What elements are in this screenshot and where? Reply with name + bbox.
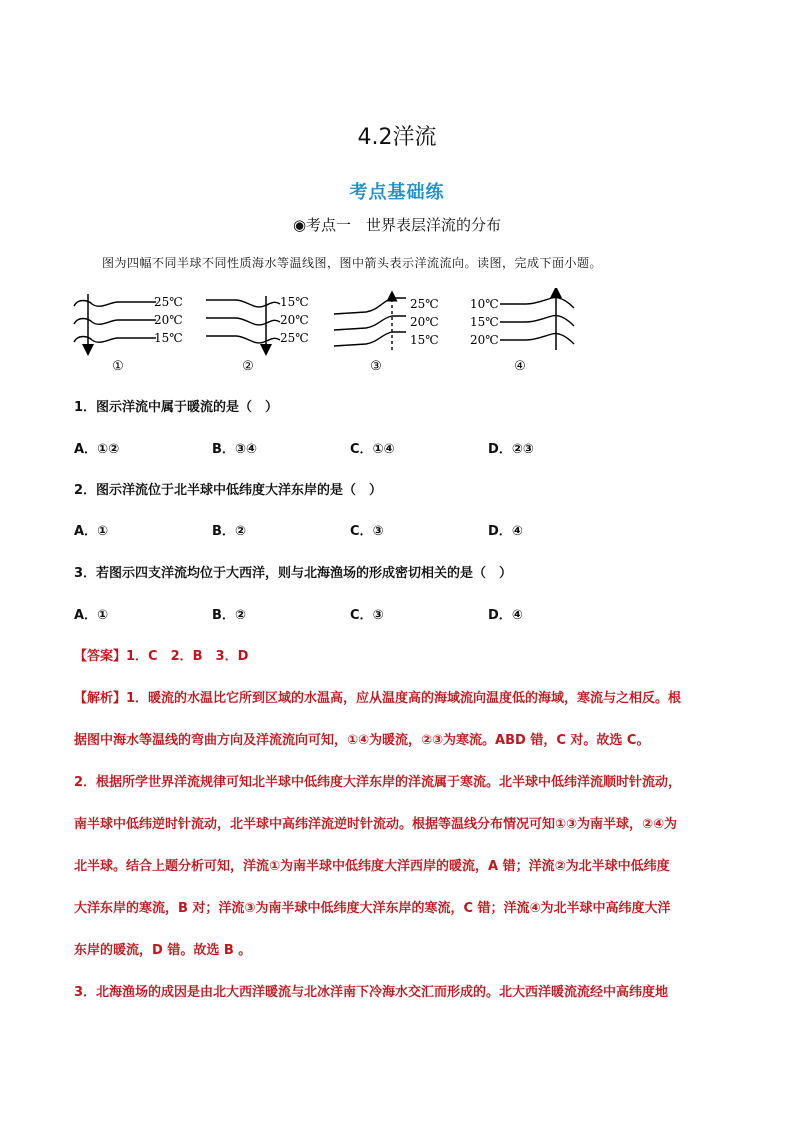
analysis-line-7: 东岸的暖流，D 错。故选 B 。 bbox=[74, 943, 252, 958]
question-2-option-b: B．② bbox=[212, 524, 246, 539]
answer-line: 【答案】1．C 2．B 3．D bbox=[74, 649, 249, 664]
question-3-stem: 3．若图示四支洋流均位于大西洋，则与北海渔场的形成密切相关的是（ ） bbox=[74, 566, 513, 581]
panel-1-label: ① bbox=[112, 359, 124, 374]
question-intro: 图为四幅不同半球不同性质海水等温线图，图中箭头表示洋流流向。读图，完成下面小题。 bbox=[102, 256, 603, 270]
exam-point-heading: ◉考点一 世界表层洋流的分布 bbox=[292, 216, 502, 234]
panel-1-temp-3: 15℃ bbox=[154, 331, 183, 345]
question-1-option-b: B．③④ bbox=[212, 442, 257, 457]
question-3-option-d: D．④ bbox=[488, 608, 523, 623]
analysis-line-6: 大洋东岸的寒流，B 对；洋流③为南半球中低纬度大洋东岸的寒流，C 错；洋流④为北半球中高纬度大洋 bbox=[74, 901, 671, 916]
question-1-stem: 1．图示洋流中属于暖流的是（ ） bbox=[74, 400, 279, 415]
analysis-line-3: 2．根据所学世界洋流规律可知北半球中低纬度大洋东岸的洋流属于寒流。北半球中低纬洋流顺时针流动， bbox=[74, 775, 682, 790]
isotherm-figure bbox=[66, 288, 606, 378]
panel-4-temp-3: 20℃ bbox=[470, 333, 499, 347]
analysis-line-4: 南半球中低纬逆时针流动，北半球中高纬洋流逆时针流动。根据等温线分布情况可知①③为南半球，②④为 bbox=[74, 817, 678, 832]
panel-1-isotherms bbox=[74, 294, 156, 350]
question-3-option-c: C．③ bbox=[350, 608, 384, 623]
panel-2-temp-3: 25℃ bbox=[280, 331, 309, 345]
page-title: 4.2洋流 bbox=[357, 125, 437, 150]
panel-2-temp-1: 15℃ bbox=[280, 295, 309, 309]
question-1-option-d: D．②③ bbox=[488, 442, 534, 457]
panel-1-temp-1: 25℃ bbox=[154, 295, 183, 309]
question-1-option-a: A．①② bbox=[74, 442, 120, 457]
panel-4-label: ④ bbox=[514, 359, 526, 374]
panel-4-temp-1: 10℃ bbox=[470, 297, 499, 311]
analysis-line-5: 北半球。结合上题分析可知，洋流①为南半球中低纬度大洋西岸的暖流，A 错；洋流②为北半球中低纬度 bbox=[74, 859, 670, 874]
panel-2-temp-2: 20℃ bbox=[280, 313, 309, 327]
analysis-line-1: 【解析】1．暖流的水温比它所到区域的水温高，应从温度高的海域流向温度低的海域，寒流与之相反。根 bbox=[74, 691, 682, 706]
panel-2-isotherms bbox=[206, 296, 280, 350]
question-2-stem: 2．图示洋流位于北半球中低纬度大洋东岸的是（ ） bbox=[74, 483, 383, 498]
panel-4-temp-2: 15℃ bbox=[470, 315, 499, 329]
analysis-line-8: 3．北海渔场的成因是由北大西洋暖流与北冰洋南下冷海水交汇而形成的。北大西洋暖流流经中高纬度地 bbox=[74, 985, 669, 1000]
panel-2-label: ② bbox=[242, 359, 254, 374]
panel-3-temp-1: 25℃ bbox=[410, 297, 439, 311]
panel-3-isotherms bbox=[334, 296, 406, 350]
question-1-option-c: C．①④ bbox=[350, 442, 395, 457]
panel-3-label: ③ bbox=[370, 359, 382, 374]
panel-3-temp-3: 15℃ bbox=[410, 333, 439, 347]
question-2-option-c: C．③ bbox=[350, 524, 384, 539]
panel-1-temp-2: 20℃ bbox=[154, 313, 183, 327]
question-3-option-a: A．① bbox=[74, 608, 109, 623]
section-heading: 考点基础练 bbox=[349, 182, 445, 203]
panel-3-temp-2: 20℃ bbox=[410, 315, 439, 329]
question-2-option-a: A．① bbox=[74, 524, 109, 539]
panel-4-isotherms bbox=[500, 292, 574, 350]
question-2-option-d: D．④ bbox=[488, 524, 523, 539]
analysis-line-2: 据图中海水等温线的弯曲方向及洋流流向可知，①④为暖流，②③为寒流。ABD 错，C 对。故选 C。 bbox=[74, 733, 650, 748]
question-3-option-b: B．② bbox=[212, 608, 246, 623]
